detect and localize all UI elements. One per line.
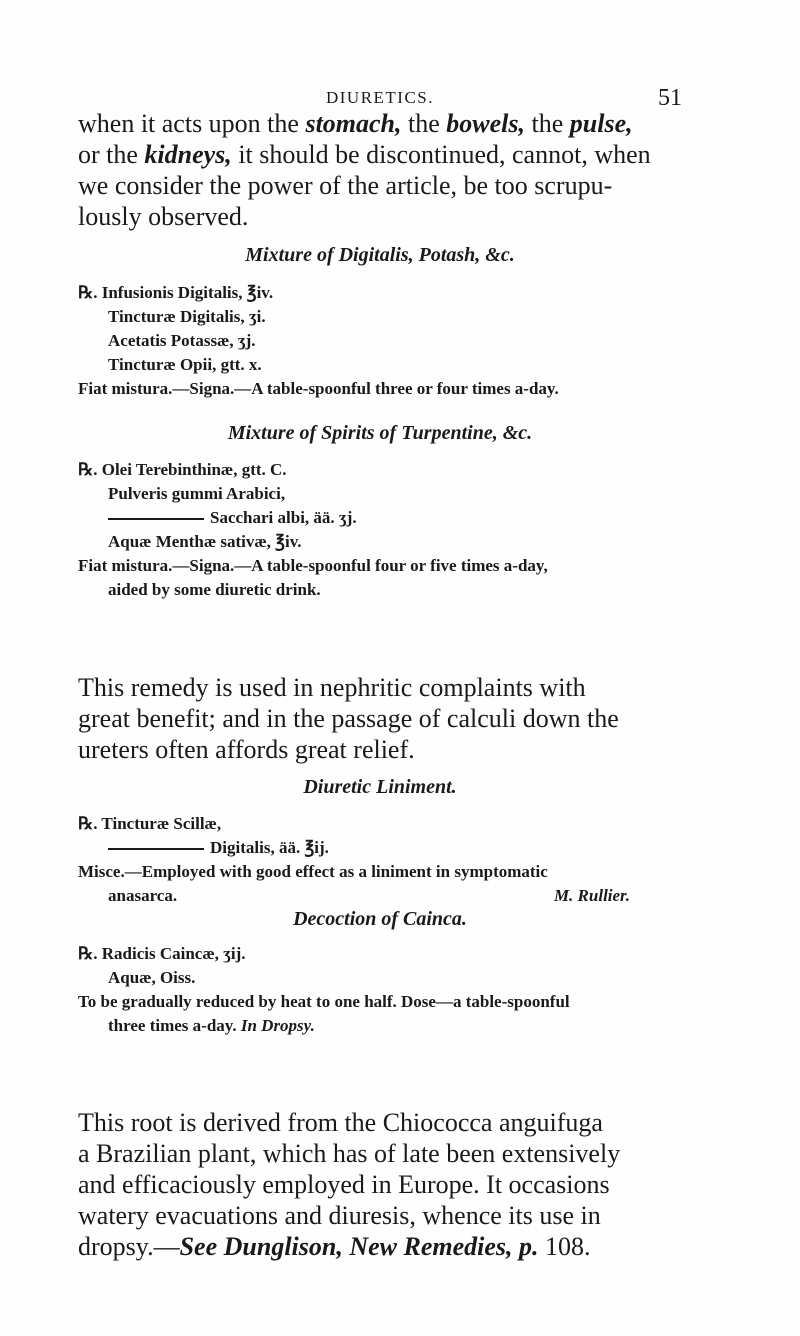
recipe-line: Digitalis, ää. ℥ij. [78,836,690,860]
recipe-title-cainca: Decoction of Cainca. [293,908,467,930]
recipe-cainca [78,942,690,1038]
paragraph-chiococca [78,1107,682,1262]
paragraph-nephritic [78,672,682,765]
recipe-line: aided by some diuretic drink. [108,580,321,599]
text-line: or the kidneys, it should be discontinued, cannot, when [78,140,651,169]
attribution: M. Rullier. [553,886,630,905]
recipe-turpentine [78,458,690,602]
recipe-line: Fiat mistura.—Signa.—A table-spoonful four or five times a-day, [78,556,548,575]
recipe-line: Aquæ, Oiss. [108,968,196,987]
text-line: dropsy.—See Dunglison, New Remedies, p. 108. [78,1232,591,1261]
recipe-line: To be gradually reduced by heat to one half. Dose—a table-spoonful [78,992,570,1011]
recipe-line: Tincturæ Opii, gtt. x. [108,355,262,374]
recipe-line: Aquæ Menthæ sativæ, ℥iv. [108,532,302,551]
recipe-title-digitalis: Mixture of Digitalis, Potash, &c. [245,244,515,266]
recipe-line: ℞. Olei Terebinthinæ, gtt. C. [78,460,287,479]
paragraph-stomach [78,108,682,232]
recipe-line: Fiat mistura.—Signa.—A table-spoonful three or four times a-day. [78,379,559,398]
text-line: when it acts upon the stomach, the bowels, the pulse, [78,109,633,138]
recipe-liniment [78,812,690,908]
text-line: This remedy is used in nephritic complaints with [78,673,586,702]
recipe-line: ℞. Radicis Caincæ, ʒij. [78,944,246,963]
citation: See Dunglison, New Remedies, p. [179,1232,539,1261]
text-line: great benefit; and in the passage of calculi down the [78,704,619,733]
recipe-line: Tincturæ Digitalis, ʒi. [108,307,266,326]
recipe-line: three times a-day. In Dropsy. [108,1016,315,1035]
recipe-line: ℞. Tincturæ Scillæ, [78,814,222,833]
recipe-digitalis [78,281,690,401]
text-line: we consider the power of the article, be too scrupu- [78,171,613,200]
recipe-line: Acetatis Potassæ, ʒj. [108,331,256,350]
dropsy-note: In Dropsy. [240,1016,315,1035]
ditto-dash [108,848,204,850]
text-line: This root is derived from the Chiococca anguifuga [78,1108,603,1137]
recipe-line: Pulveris gummi Arabici, [108,484,286,503]
text-line: and efficaciously employed in Europe. It occasions [78,1170,610,1199]
recipe-line: ℞. Infusionis Digitalis, ℥iv. [78,283,274,302]
recipe-line: Sacchari albi, ää. ʒj. [78,506,690,530]
recipe-line: Misce.—Employed with good effect as a liniment in symptomatic [78,862,548,881]
text-line: watery evacuations and diuresis, whence its use in [78,1201,601,1230]
recipe-title-liniment: Diuretic Liniment. [303,776,457,798]
recipe-title-turpentine: Mixture of Spirits of Turpentine, &c. [227,422,533,444]
text-line: lously observed. [78,202,249,231]
page-number: 51 [658,85,682,111]
ditto-dash [108,518,204,520]
text-line: ureters often affords great relief. [78,735,415,764]
running-head: DIURETICS. [325,88,435,107]
recipe-line: anasarca. M. Rullier. [78,884,690,908]
text-line: a Brazilian plant, which has of late been extensively [78,1139,621,1168]
